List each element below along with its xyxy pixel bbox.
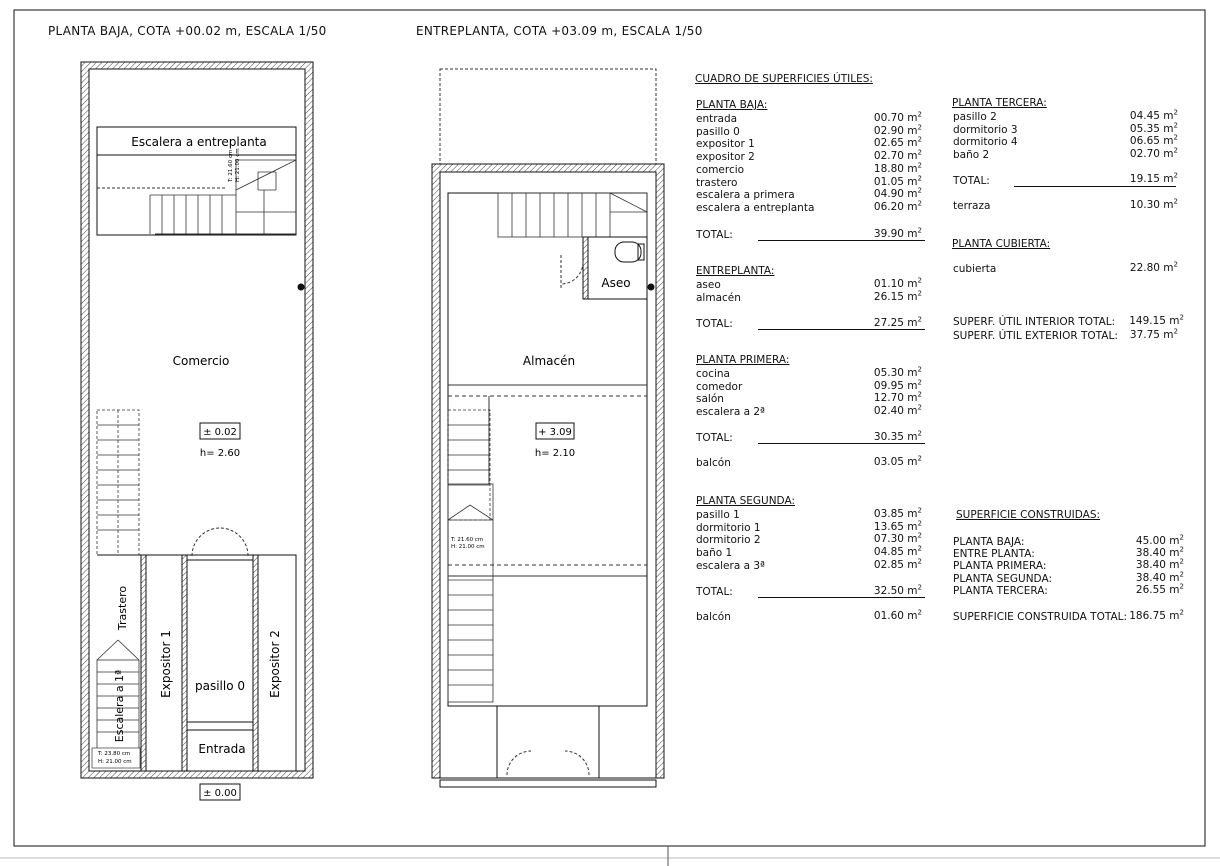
planta-segunda-title: PLANTA SEGUNDA:: [696, 495, 795, 507]
util-exterior-value: 37.75 $m^2$: [1129, 327, 1178, 341]
table-row-value: 38.40 $m^2$: [1135, 557, 1184, 572]
ground-level: ± 0.02: [203, 427, 237, 438]
planta-primera-balcon-value: 03.05 $m^2$: [873, 454, 922, 468]
util-interior-label: SUPERF. ÚTIL INTERIOR TOTAL:: [953, 316, 1116, 328]
table-row-name: dormitorio 4: [953, 136, 1018, 149]
table-row-value: 05.30 $m^2$: [873, 365, 922, 379]
table-row-value: 02.65 $m^2$: [873, 135, 922, 150]
table-row-value: 12.70 $m^2$: [873, 390, 922, 405]
table-row-name: baño 1: [696, 547, 733, 560]
table-row-name: escalera a primera: [696, 189, 795, 202]
almacen-label: Almacén: [522, 354, 576, 368]
table-row-value: 00.70 $m^2$: [873, 110, 922, 124]
stair-first-label: Escalera a 1ª: [113, 669, 126, 743]
planta-segunda-total: 32.50 $m^2$: [873, 583, 922, 597]
table-row-name: ENTRE PLANTA:: [953, 548, 1035, 561]
table-row-value: 45.00 $m^2$: [1135, 533, 1184, 547]
entreplanta-total: 27.25 $m^2$: [873, 315, 922, 329]
table-row-name: escalera a 2ª: [696, 406, 766, 419]
table-row-name: expositor 1: [696, 138, 755, 151]
table-row-name: expositor 2: [696, 151, 755, 164]
pasillo0-label: pasillo 0: [194, 679, 246, 693]
table-row-value: 07.30 $m^2$: [873, 531, 922, 546]
planta-tercera-terraza-value: 10.30 $m^2$: [1129, 197, 1178, 211]
aseo-label: Aseo: [601, 276, 631, 290]
built-total-label: SUPERFICIE CONSTRUIDA TOTAL:: [953, 611, 1128, 623]
table-row-name: salón: [696, 393, 724, 406]
table-row-value: 05.35 $m^2$: [1129, 121, 1178, 135]
table-row-name: dormitorio 3: [953, 123, 1018, 136]
table-row-name: entrada: [696, 113, 738, 125]
mezz-level: + 3.09: [538, 427, 572, 438]
table-row-name: almacén: [696, 291, 741, 304]
planta-primera-total: 30.35 $m^2$: [873, 429, 922, 443]
table-row-name: PLANTA TERCERA:: [953, 584, 1048, 597]
table-row-value: 02.40 $m^2$: [873, 403, 922, 418]
planta-cubierta-title: PLANTA CUBIERTA:: [952, 238, 1051, 250]
planta-primera-title: PLANTA PRIMERA:: [696, 354, 790, 366]
table-row-value: 04.85 $m^2$: [873, 544, 922, 559]
surface-table-title: CUADRO DE SUPERFICIES ÚTILES:: [695, 73, 873, 85]
planta-tercera-terraza: terraza: [953, 200, 991, 212]
table-row-name: pasillo 0: [696, 125, 740, 138]
expositor1-label: Expositor 1: [159, 630, 173, 698]
ground-wall-fixture: [298, 284, 305, 291]
mezzanine-plan: [432, 69, 664, 787]
mezzanine-title: ENTREPLANTA, COTA +03.09 m, ESCALA 1/50: [416, 24, 703, 38]
stair-first-note-t: T: 23.80 cm: [98, 751, 131, 757]
table-row-name: baño 2: [953, 149, 990, 162]
planta-baja-total: 39.90 $m^2$: [873, 226, 922, 240]
table-row-value: 38.40 $m^2$: [1135, 570, 1184, 584]
ground-floor-title: PLANTA BAJA, COTA +00.02 m, ESCALA 1/50: [48, 24, 327, 38]
table-row-value: 06.20 $m^2$: [873, 199, 922, 213]
table-row-value: 26.55 $m^2$: [1135, 582, 1184, 596]
mezz-stair-note-t: T: 21.60 cm: [451, 537, 484, 543]
mezz-height: h= 2.10: [534, 448, 576, 459]
table-row-value: 02.70 $m^2$: [873, 148, 922, 163]
table-row-name: comedor: [696, 380, 743, 393]
table-row-name: trastero: [696, 176, 738, 189]
table-row-value: 18.80 $m^2$: [873, 161, 922, 175]
stair-first-note-h: H: 21.00 cm: [98, 759, 132, 765]
table-row-value: 26.15 $m^2$: [873, 289, 922, 303]
planta-baja-title: PLANTA BAJA:: [696, 99, 768, 111]
stair-mezzanine-label: Escalera a entreplanta: [131, 135, 267, 149]
planta-primera-total-label: TOTAL:: [696, 432, 733, 444]
table-row-value: 04.90 $m^2$: [873, 186, 922, 201]
mezz-inner-space: [440, 172, 656, 778]
cubierta-value: 22.80 $m^2$: [1129, 260, 1178, 274]
table-row-value: 01.05 $m^2$: [873, 174, 922, 188]
expositor2-label: Expositor 2: [268, 630, 282, 698]
util-interior-value: 149.15 $m^2$: [1129, 313, 1184, 327]
util-exterior-label: SUPERF. ÚTIL EXTERIOR TOTAL:: [953, 330, 1118, 342]
table-row-name: dormitorio 2: [696, 534, 761, 547]
table-row-name: pasillo 1: [696, 509, 740, 521]
built-table-title: SUPERFICIE CONSTRUIDAS:: [956, 509, 1101, 521]
table-row-name: comercio: [696, 163, 745, 176]
entreplanta-total-label: TOTAL:: [696, 318, 733, 330]
planta-tercera-total-label: TOTAL:: [953, 175, 990, 187]
table-row-value: 13.65 $m^2$: [873, 519, 922, 533]
entrada-label: Entrada: [198, 742, 246, 756]
planta-segunda-total-label: TOTAL:: [696, 586, 733, 598]
table-row-name: aseo: [696, 279, 721, 291]
mezz-stair-note-h: H: 21.00 cm: [451, 544, 485, 550]
table-row-name: cocina: [696, 368, 730, 380]
planta-segunda-balcon: balcón: [696, 611, 731, 623]
mezz-wall-fixture: [648, 284, 655, 291]
entreplanta-title: ENTREPLANTA:: [696, 265, 775, 277]
planta-baja-total-label: TOTAL:: [696, 229, 733, 241]
table-row-name: dormitorio 1: [696, 521, 761, 534]
built-total-value: 186.75 $m^2$: [1129, 608, 1184, 622]
void-above: [440, 69, 656, 164]
ground-floor-plan: [81, 62, 313, 800]
table-row-value: 04.45 $m^2$: [1129, 108, 1178, 122]
planta-segunda-balcon-value: 01.60 $m^2$: [873, 608, 922, 622]
stair-mezzanine-note-h: H: 21.00 cm: [235, 148, 241, 182]
table-row-value: 02.85 $m^2$: [873, 557, 922, 571]
table-row-name: PLANTA BAJA:: [953, 536, 1025, 548]
table-row-value: 02.90 $m^2$: [873, 123, 922, 137]
table-row-value: 01.10 $m^2$: [873, 276, 922, 290]
table-row-value: 02.70 $m^2$: [1129, 146, 1178, 161]
table-row-value: 06.65 $m^2$: [1129, 133, 1178, 148]
table-row-name: PLANTA SEGUNDA:: [953, 572, 1052, 585]
planta-tercera-total: 19.15 $m^2$: [1129, 171, 1178, 185]
street-level: ± 0.00: [203, 788, 237, 799]
table-row-name: escalera a 3ª: [696, 559, 766, 572]
comercio-label: Comercio: [172, 354, 230, 368]
planta-primera-balcon: balcón: [696, 457, 731, 469]
ground-height: h= 2.60: [199, 448, 241, 459]
trastero-label: Trastero: [116, 585, 129, 631]
table-row-value: 09.95 $m^2$: [873, 378, 922, 392]
table-row-name: pasillo 2: [953, 111, 997, 123]
table-row-name: PLANTA PRIMERA:: [953, 560, 1047, 573]
planta-tercera-title: PLANTA TERCERA:: [952, 97, 1047, 109]
stair-mezzanine-note-t: T: 21.60 cm: [228, 149, 234, 182]
table-row-value: 38.40 $m^2$: [1135, 545, 1184, 560]
table-row-name: escalera a entreplanta: [696, 201, 815, 214]
table-row-value: 03.85 $m^2$: [873, 506, 922, 520]
cubierta-name: cubierta: [953, 263, 997, 275]
